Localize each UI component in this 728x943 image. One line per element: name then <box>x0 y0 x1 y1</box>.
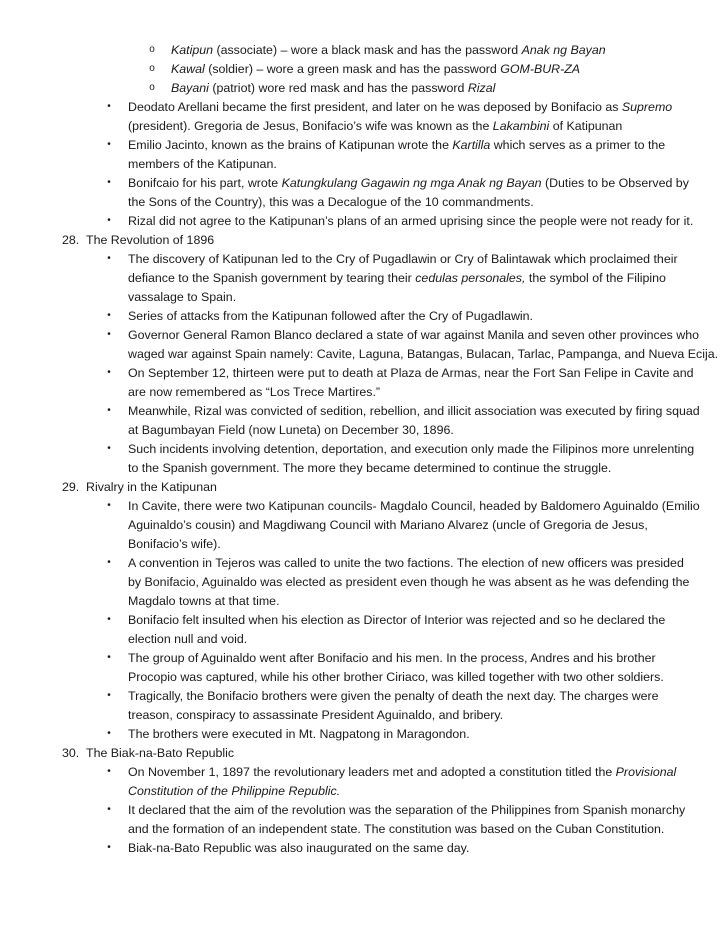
emphasis: cedulas personales, <box>415 271 526 285</box>
bullet-marker: • <box>107 500 111 511</box>
bullet-line: election null and void. <box>128 632 248 646</box>
bullet-line: Procopio was captured, while his other brother Ciriaco, was killed together with two other soldiers. <box>128 670 664 684</box>
bullet-marker: • <box>107 177 111 188</box>
bullet-marker: • <box>107 367 111 378</box>
term-kawal: Kawal <box>171 62 205 76</box>
bullet-marker: • <box>107 766 111 777</box>
sub-bullet-kawal <box>171 60 580 78</box>
bullet-marker: • <box>107 139 111 150</box>
bullet-line: waged war against Spain namely: Cavite, Laguna, Batangas, Bulacan, Tarlac, Pampanga, and Nueva Ecija. <box>128 347 719 361</box>
sub-bullet-marker: o <box>149 82 155 93</box>
section-title-30: The Biak-na-Bato Republic <box>86 746 235 760</box>
bullet-line <box>128 782 340 800</box>
bullet-line: The brothers were executed in Mt. Nagpatong in Maragondon. <box>128 727 470 741</box>
text: (soldier) – wore a green mask and has the password <box>204 62 501 76</box>
password-gomburza: GOM-BUR-ZA <box>500 62 581 76</box>
bullet-line <box>128 269 666 287</box>
term-katipun: Katipun <box>171 43 214 57</box>
sub-bullet-marker: o <box>149 63 155 74</box>
text: Deodato Arellani became the first president, and later on he was deposed by Bonifacio as <box>128 100 622 114</box>
password-anak-ng-bayan: Anak ng Bayan <box>521 43 606 57</box>
emphasis: Katungkulang Gagawin ng mga Anak ng Bayan <box>281 176 542 190</box>
sub-bullet-bayani <box>171 79 495 97</box>
bullet-line: are now remembered as “Los Trece Martires.” <box>128 385 381 399</box>
text: the symbol of the Filipino <box>525 271 666 285</box>
emphasis: Kartilla <box>452 138 491 152</box>
bullet-line: On September 12, thirteen were put to death at Plaza de Armas, near the Fort San Felipe in Cavite and <box>128 366 694 380</box>
password-rizal: Rizal <box>467 81 496 95</box>
text: which serves as a primer to the <box>490 138 666 152</box>
bullet-line: by Bonifacio, Aguinaldo was elected as president even though he was absent as he was defending the <box>128 575 690 589</box>
bullet-marker: • <box>107 842 111 853</box>
text: (patriot) wore red mask and has the password <box>208 81 468 95</box>
text: (president). Gregoria de Jesus, Bonifacio’s wife was known as the <box>128 119 493 133</box>
bullet-marker: • <box>107 215 111 226</box>
bullet-line: It declared that the aim of the revolution was the separation of the Philippines from Spanish monarchy <box>128 803 686 817</box>
bullet-marker: • <box>107 101 111 112</box>
emphasis: Provisional <box>615 765 677 779</box>
bullet-line: The discovery of Katipunan led to the Cry of Pugadlawin or Cry of Balintawak which proclaimed their <box>128 252 678 266</box>
bullet-line: Such incidents involving detention, deportation, and execution only made the Filipinos more unrelenting <box>128 442 695 456</box>
sub-bullet-katipun <box>171 41 606 59</box>
emphasis: Supremo <box>621 100 673 114</box>
bullet-marker: • <box>107 804 111 815</box>
bullet-line <box>128 174 689 192</box>
section-number-30: 30. <box>62 746 80 760</box>
bullet-line: Bonifacio felt insulted when his election as Director of Interior was rejected and so he declared the <box>128 613 666 627</box>
bullet-line: Meanwhile, Rizal was convicted of sedition, rebellion, and illicit association was executed by firing squad <box>128 404 700 418</box>
emphasis: Constitution of the Philippine Republic. <box>128 784 341 798</box>
text: On November 1, 1897 the revolutionary leaders met and adopted a constitution titled the <box>128 765 616 779</box>
bullet-marker: • <box>107 443 111 454</box>
bullet-line: Aguinaldo’s cousin) and Magdiwang Council with Mariano Alvarez (uncle of Gregoria de Jesus, <box>128 518 648 532</box>
text: of Katipunan <box>549 119 623 133</box>
bullet-line: at Bagumbayan Field (now Luneta) on December 30, 1896. <box>128 423 454 437</box>
bullet-line <box>128 98 672 116</box>
section-title-29: Rivalry in the Katipunan <box>86 480 217 494</box>
text: Bonifcaio for his part, wrote <box>128 176 282 190</box>
sub-bullet-marker: o <box>149 44 155 55</box>
bullet-marker: • <box>107 614 111 625</box>
bullet-line: vassalage to Spain. <box>128 290 237 304</box>
bullet-marker: • <box>107 329 111 340</box>
bullet-marker: • <box>107 690 111 701</box>
text: Emilio Jacinto, known as the brains of Katipunan wrote the <box>128 138 453 152</box>
bullet-marker: • <box>107 310 111 321</box>
bullet-line: Governor General Ramon Blanco declared a state of war against Manila and seven other provinces who <box>128 328 699 342</box>
emphasis: Lakambini <box>492 119 550 133</box>
bullet-line: A convention in Tejeros was called to unite the two factions. The election of new officers was presided <box>128 556 684 570</box>
text: (Duties to be Observed by <box>541 176 689 190</box>
bullet-line: treason, conspiracy to assassinate President Aguinaldo, and bribery. <box>128 708 504 722</box>
term-bayani: Bayani <box>171 81 209 95</box>
bullet-marker: • <box>107 652 111 663</box>
bullet-line: and the formation of an independent state. The constitution was based on the Cuban Constitution. <box>128 822 665 836</box>
section-number-28: 28. <box>62 233 80 247</box>
section-title-28: The Revolution of 1896 <box>86 233 215 247</box>
bullet-line: Biak-na-Bato Republic was also inaugurated on the same day. <box>128 841 470 855</box>
bullet-line: the Sons of the Country), this was a Decalogue of the 10 commandments. <box>128 195 534 209</box>
text: (associate) – wore a black mask and has the password <box>213 43 522 57</box>
bullet-marker: • <box>107 253 111 264</box>
bullet-line: The group of Aguinaldo went after Bonifacio and his men. In the process, Andres and his brother <box>128 651 656 665</box>
bullet-marker: • <box>107 557 111 568</box>
bullet-line: Tragically, the Bonifacio brothers were given the penalty of death the next day. The charges were <box>128 689 659 703</box>
bullet-line <box>128 763 676 781</box>
text: defiance to the Spanish government by tearing their <box>128 271 416 285</box>
bullet-marker: • <box>107 728 111 739</box>
bullet-marker: • <box>107 405 111 416</box>
section-number-29: 29. <box>62 480 80 494</box>
bullet-line: Bonifacio’s wife). <box>128 537 221 551</box>
bullet-line <box>128 136 665 154</box>
bullet-line: In Cavite, there were two Katipunan councils- Magdalo Council, headed by Baldomero Aguinaldo (Emilio <box>128 499 700 513</box>
bullet-line: Magdalo towns at that time. <box>128 594 280 608</box>
bullet-line: Series of attacks from the Katipunan followed after the Cry of Pugadlawin. <box>128 309 533 323</box>
bullet-line: members of the Katipunan. <box>128 157 277 171</box>
bullet-line: Rizal did not agree to the Katipunan’s plans of an armed uprising since the people were not ready for it. <box>128 214 694 228</box>
bullet-line: to the Spanish government. The more they became determined to continue the struggle. <box>128 461 612 475</box>
bullet-line <box>128 117 622 135</box>
